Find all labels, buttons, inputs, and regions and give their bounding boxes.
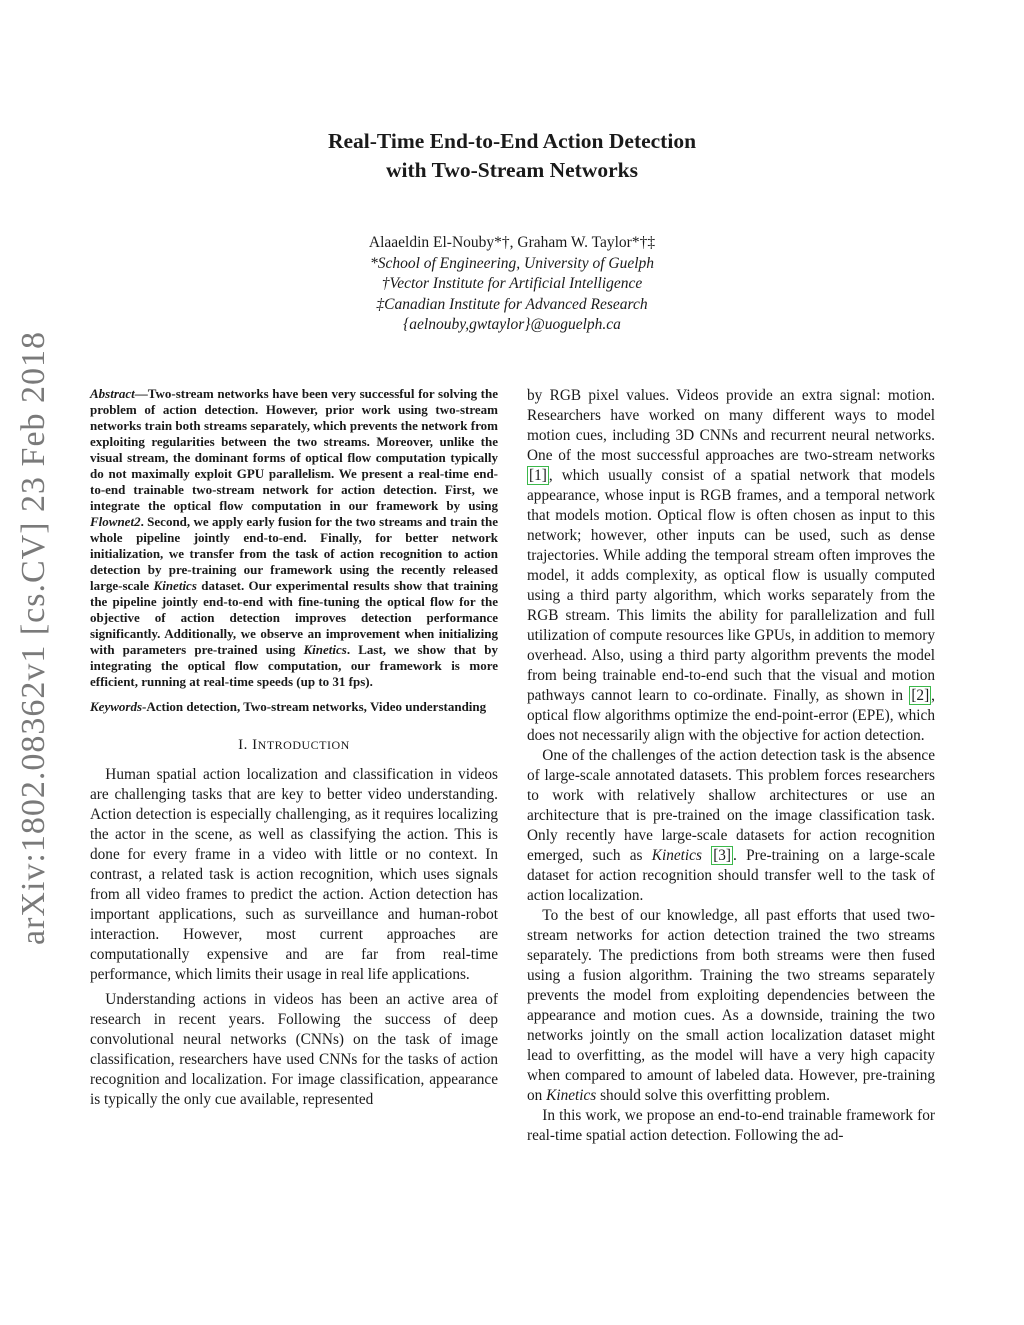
body-paragraph: Understanding actions in videos has been an active area of research in recent years. Following the success of deep convolutional neural networks (CNNs) on the task of image classification, researchers have used CNNs for the tasks of action recognition and localization. For image classification, appearance is typically the only cue available, represented (90, 991, 498, 1108)
keywords-label: Keywords (90, 699, 142, 714)
paper-title (212, 127, 812, 185)
body-paragraph: by RGB pixel values. Videos provide an extra signal: motion. Researchers have worked on many different ways to model motion cues, including 3D CNNs and recurrent neural networks. One of the most successful approaches are two-stream networks [1] , which usually consist of a spatial network that models appearance, whose input is RGB frames, and a temporal network that models motion. Optical flow is often chosen as input to this network; however, other inputs can be used, such as dense trajectories. While adding the temporal stream often improves the model, it adds complexity, as optical flow is usually computed using a third party algorithm, which works separately from the RGB stream. This limits the ability for parallelization and full utilization of compute resources like GPUs, in addition to memory overhead. Also, using a third party algorithm prevents the model from being trainable end-to-end such that the visual and motion pathways cannot learn to co-ordinate. Finally, as shown in [2] , optical flow algorithms optimize the end-point-error (EPE), which does not necessarily align with the objective for action detection. (527, 387, 935, 744)
right-column (527, 386, 935, 1146)
keywords: Keywords-Action detection, Two-stream networks, Video understanding (90, 699, 487, 714)
citation-link[interactable]: [2] (911, 687, 930, 704)
citation-link[interactable]: [1] (529, 467, 547, 484)
affiliation-guelph: *School of Engineering, University of Guelph (369, 254, 655, 272)
author-block (212, 233, 812, 336)
title-line-1: Real-Time End-to-End Action Detection (327, 129, 697, 153)
body-paragraph: One of the challenges of the action detection task is the absence of large-scale annotated datasets. This problem forces researchers to work with relatively shallow architectures or use an architecture that is pre-trained on the image classification task. Only recently have large-scale datasets for action recognition emerged, such as Kinetics [3] . Pre-training on a large-scale dataset for action recognition should transfer well to the task of action localization. (527, 747, 936, 904)
abstract-label: Abstract (90, 386, 135, 401)
affiliation-vector: †Vector Institute for Artificial Intelligence (381, 275, 643, 292)
section-heading-introduction: I. INTRODUCTION (238, 737, 350, 753)
abstract: Abstract—Two-stream networks have been very successful for solving the problem of action detection. However, prior work using two-stream networks train both streams separately, which prevents the network from exploiting regularities between the two streams. Moreover, unlike the visual stream, the dominant forms of optical flow computation typically do not maximally exploit GPU parallelism. We present a real-time end-to-end trainable two-stream network for action detection. First, we integrate the optical flow computation in our framework by using Flownet2. Second, we apply early fusion for the two streams and train the whole pipeline jointly end-to-end. Finally, for better network initialization, we transfer from the task of action recognition to action detection by pre-training our framework using the recently released large-scale Kinetics dataset. Our experimental results show that training the pipeline jointly end-to-end with fine-tuning the optical flow for the objective of action detection improves detection performance significantly. Additionally, we observe an improvement when initializing with parameters pre-trained using Kinetics. Last, we show that by integrating the optical flow computation, our framework is more efficient, running at real-time speeds (up to 31 fps). (90, 386, 498, 689)
body-paragraph: Human spatial action localization and classification in videos are challenging tasks that are key to better video understanding. Action detection is especially challenging, as it requires localizing the actor in the scene, as well as classifying the action. This is done for every frame in a video with little or no context. In contrast, a related task is action recognition, which uses signals from all video frames to predict the action. Action detection has important applications, such as surveillance and human-robot interaction. However, most current approaches are computationally expensive and are far from real-time performance, which limits their usage in real life applications. (90, 766, 498, 983)
citation-link[interactable]: [3] (713, 847, 732, 864)
body-paragraph: To the best of our knowledge, all past efforts that used two-stream networks for action detection trained the two streams separately. The predictions from both streams were then fused using a fusion algorithm. Training the two streams separately prevents the model from exploiting dependencies between the appearance and motion cues. As a downside, training the two networks jointly on the small action localization dataset might lead to overfitting, as the model will have a very high capacity when compared to amount of labeled data. However, pre-training on Kinetics should solve this overfitting problem. (527, 907, 935, 1104)
arxiv-identifier: arXiv:1802.08362v1 [cs.CV] 23 Feb 2018 (15, 330, 52, 945)
author-names: Alaaeldin El-Nouby*†, Graham W. Taylor*†‡ (368, 234, 656, 251)
left-column (90, 386, 498, 1110)
flownet-term: Flownet2 (90, 514, 141, 529)
author-email: {aelnouby,gwtaylor}@uoguelph.ca (403, 316, 621, 333)
body-paragraph: In this work, we propose an end-to-end trainable framework for real-time spatial action detection. Following the ad- (527, 1107, 935, 1144)
kinetics-term: Kinetics (153, 578, 197, 593)
title-line-2: with Two-Stream Networks (385, 158, 638, 182)
affiliation-cifar: ‡Canadian Institute for Advanced Research (376, 295, 648, 313)
